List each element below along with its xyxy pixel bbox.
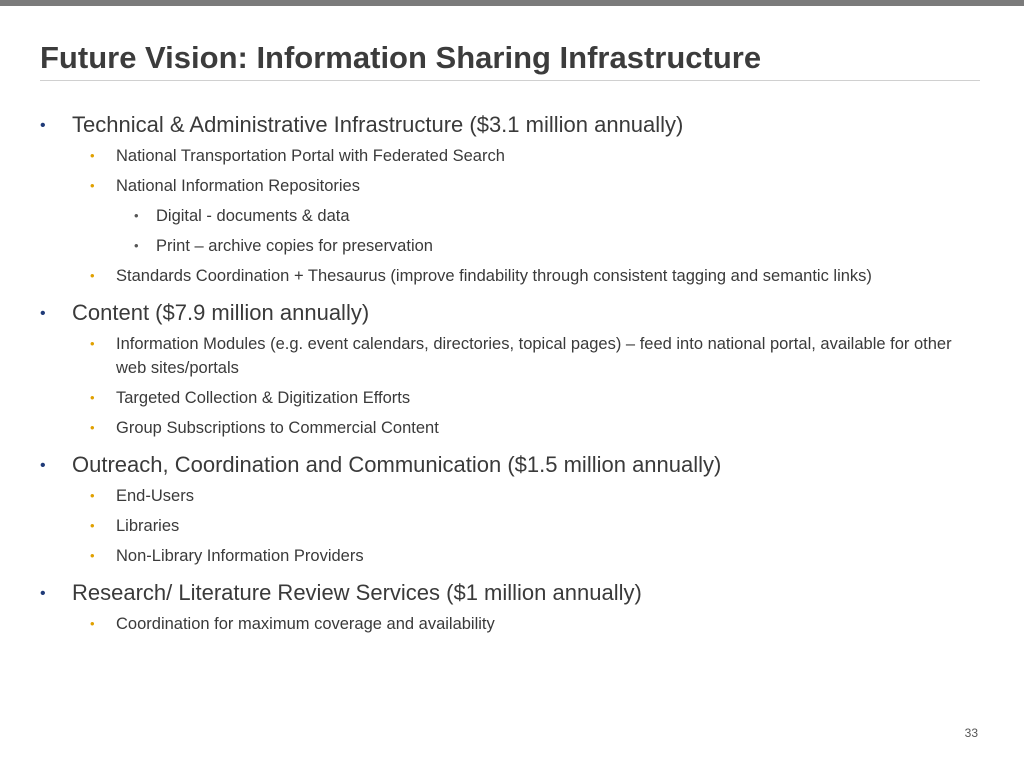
bullet-icon: •	[40, 457, 46, 474]
slide-body	[40, 110, 985, 646]
section-label: Outreach, Coordination and Communication ($1.5 million annually)	[72, 452, 722, 477]
sub-item	[72, 514, 985, 538]
section-item	[40, 298, 985, 440]
section-label: Technical & Administrative Infrastructure ($3.1 million annually)	[72, 112, 684, 137]
bullet-icon: •	[90, 518, 95, 533]
bullet-icon: •	[40, 585, 46, 602]
slide-title: Future Vision: Information Sharing Infrastructure	[40, 40, 762, 75]
page-number: 33	[964, 726, 978, 740]
sub-item	[72, 544, 985, 568]
sub-sub-item	[116, 204, 985, 228]
bullet-icon: •	[90, 336, 95, 351]
bullet-icon: •	[90, 616, 95, 631]
sub-item-label: End-Users	[116, 487, 194, 505]
section-label: Research/ Literature Review Services ($1 million annually)	[72, 580, 642, 605]
bullet-icon: •	[40, 305, 46, 322]
sub-bullet-list	[72, 332, 985, 440]
bullet-icon: •	[134, 208, 139, 223]
bullet-icon: •	[90, 548, 95, 563]
sub-item	[72, 174, 985, 258]
sub-sub-item-label: Digital - documents & data	[156, 207, 350, 225]
sub-item-label: Non-Library Information Providers	[116, 547, 364, 565]
sub-sub-bullet-list	[116, 204, 985, 258]
bullet-icon: •	[90, 178, 95, 193]
bullet-icon: •	[40, 117, 46, 134]
title-divider	[40, 80, 980, 81]
bullet-icon: •	[90, 390, 95, 405]
sub-bullet-list	[72, 484, 985, 568]
sub-item	[72, 612, 985, 636]
bullet-icon: •	[90, 420, 95, 435]
top-accent-bar	[0, 0, 1024, 6]
sub-item-label: Information Modules (e.g. event calendars, directories, topical pages) – feed into national portal, available for other web sites/portals	[116, 335, 952, 377]
sub-item-label: Libraries	[116, 517, 180, 535]
bullet-icon: •	[90, 268, 95, 283]
bullet-icon: •	[90, 148, 95, 163]
sub-item	[72, 264, 985, 288]
bullet-icon: •	[90, 488, 95, 503]
section-item	[40, 110, 985, 288]
sub-bullet-list	[72, 144, 985, 288]
sub-item	[72, 484, 985, 508]
sub-sub-item	[116, 234, 985, 258]
bullet-icon: •	[134, 238, 139, 253]
section-label: Content ($7.9 million annually)	[72, 300, 370, 325]
sub-item-label: Standards Coordination + Thesaurus (improve findability through consistent tagging and semantic links)	[116, 267, 872, 285]
sub-item-label: Group Subscriptions to Commercial Content	[116, 419, 439, 437]
section-item	[40, 450, 985, 568]
sub-item-label: Coordination for maximum coverage and availability	[116, 615, 495, 633]
sub-bullet-list	[72, 612, 985, 636]
sub-item-label: National Transportation Portal with Federated Search	[116, 147, 505, 165]
bullet-list	[40, 110, 985, 636]
sub-item	[72, 386, 985, 410]
section-item	[40, 578, 985, 636]
sub-item-label: National Information Repositories	[116, 177, 360, 195]
sub-item	[72, 332, 985, 380]
sub-item-label: Targeted Collection & Digitization Efforts	[116, 389, 411, 407]
sub-sub-item-label: Print – archive copies for preservation	[156, 237, 433, 255]
sub-item	[72, 144, 985, 168]
sub-item	[72, 416, 985, 440]
